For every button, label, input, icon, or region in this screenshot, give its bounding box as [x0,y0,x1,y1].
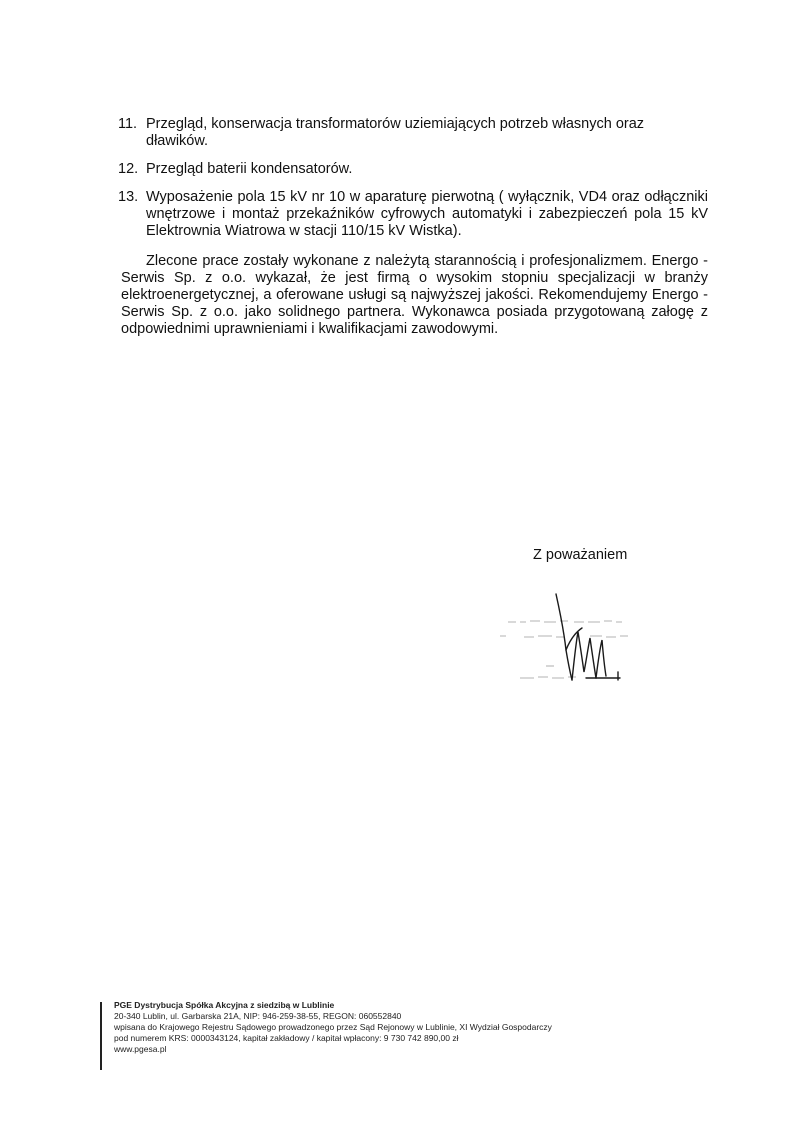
list-item-number: 12. [118,161,139,177]
list-item [118,161,708,178]
list-item-number: 13. [118,189,139,205]
list-item-number: 11. [118,116,138,132]
footer-capital: pod numerem KRS: 0000343124, kapitał zakładowy / kapitał wpłacony: 9 730 742 890,00 zł [114,1033,459,1043]
footer-registry: wpisana do Krajowego Rejestru Sądowego prowadzonego przez Sąd Rejonowy w Lublinie, XI Wydział Gospodarczy [114,1022,552,1032]
list-item [118,116,708,150]
list-item-text: Wyposażenie pola 15 kV nr 10 w aparaturę pierwotną ( wyłącznik, VD4 oraz odłączniki wnętrzowe i montaż przekaźników cyfrowych automatyki i zabezpieczeń pola 15 kV Elektrownia Wiatrowa w stacji 110/15 kV Wistka). [146,189,708,239]
list-item-text: Przegląd baterii kondensatorów. [146,161,353,177]
signature-stamp [490,592,640,692]
footer-website: www.pgesa.pl [114,1044,167,1054]
list-item-text: Przegląd, konserwacja transformatorów uziemiających potrzeb własnych oraz dławików. [146,116,645,149]
recommendation-paragraph: Zlecone prace zostały wykonane z należytą starannością i profesjonalizmem. Energo - Serwis Sp. z o.o. wykazał, że jest firmą o wysokim stopniu specjalizacji w branży elektroenergetycznej, a oferowane usługi są najwyższej jakości. Rekomendujemy Energo - Serwis Sp. z o.o. jako solidnego partnera. Wykonawca posiada przygotowaną załogę z odpowiednimi uprawnieniami i kwalifikacjami zawodowymi. [121,253,708,337]
footer-text-block [114,1000,552,1055]
footer-address: 20-340 Lublin, ul. Garbarska 21A, NIP: 946-259-38-55, REGON: 060552840 [114,1011,402,1021]
work-list [118,116,708,251]
signature-image [490,592,640,692]
closing-salutation: Z poważaniem [533,547,628,563]
footer-rule [100,1002,102,1070]
footer-company-name: PGE Dystrybucja Spółka Akcyjna z siedzibą w Lublinie [114,1000,335,1010]
list-item [118,189,708,240]
